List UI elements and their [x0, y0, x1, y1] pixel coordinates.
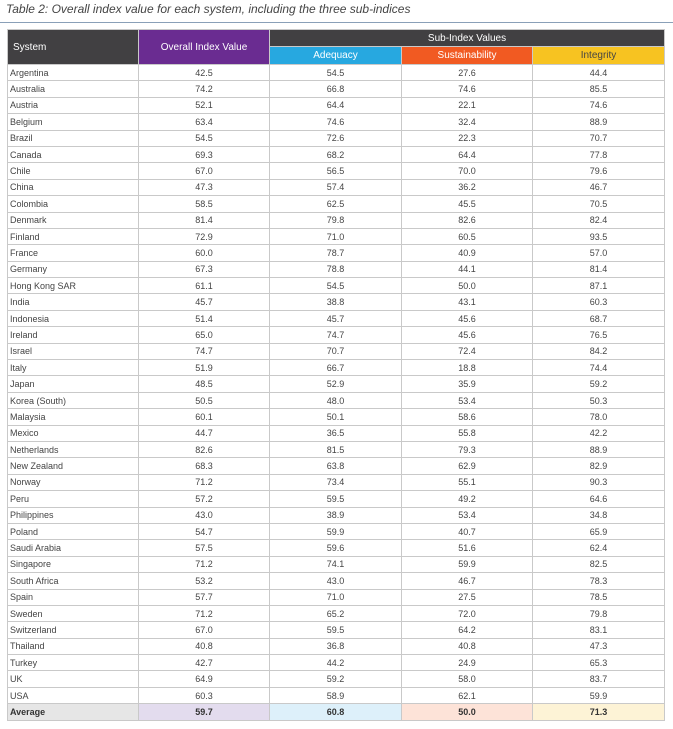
- adequacy-cell: 59.6: [270, 540, 402, 556]
- adequacy-cell: 62.5: [270, 196, 402, 212]
- sustainability-cell: 72.0: [402, 605, 533, 621]
- sustainability-cell: 45.6: [402, 310, 533, 326]
- average-sustainability: 50.0: [402, 704, 533, 721]
- overall-cell: 60.1: [139, 409, 270, 425]
- integrity-cell: 87.1: [533, 278, 665, 294]
- integrity-cell: 82.5: [533, 556, 665, 572]
- sustainability-cell: 45.5: [402, 196, 533, 212]
- overall-cell: 58.5: [139, 196, 270, 212]
- system-cell: Spain: [8, 589, 139, 605]
- table-row: [8, 540, 665, 556]
- table-row: [8, 687, 665, 703]
- adequacy-cell: 45.7: [270, 310, 402, 326]
- overall-cell: 68.3: [139, 458, 270, 474]
- sustainability-cell: 50.0: [402, 278, 533, 294]
- table-row: [8, 65, 665, 81]
- integrity-cell: 82.4: [533, 212, 665, 228]
- sustainability-cell: 53.4: [402, 507, 533, 523]
- sub-index-header: Sub-Index Values: [270, 30, 665, 47]
- integrity-column-header: Integrity: [533, 47, 665, 65]
- sustainability-cell: 79.3: [402, 441, 533, 457]
- table-row: [8, 97, 665, 113]
- sustainability-cell: 64.4: [402, 146, 533, 162]
- table-row: [8, 228, 665, 244]
- overall-cell: 57.2: [139, 491, 270, 507]
- integrity-cell: 79.6: [533, 163, 665, 179]
- overall-cell: 61.1: [139, 278, 270, 294]
- system-cell: Philippines: [8, 507, 139, 523]
- overall-cell: 52.1: [139, 97, 270, 113]
- integrity-cell: 83.1: [533, 622, 665, 638]
- overall-cell: 42.5: [139, 65, 270, 81]
- adequacy-cell: 72.6: [270, 130, 402, 146]
- adequacy-cell: 73.4: [270, 474, 402, 490]
- table-row: [8, 491, 665, 507]
- overall-cell: 71.2: [139, 556, 270, 572]
- system-cell: Denmark: [8, 212, 139, 228]
- sustainability-cell: 40.9: [402, 245, 533, 261]
- sustainability-cell: 27.5: [402, 589, 533, 605]
- system-cell: Italy: [8, 360, 139, 376]
- system-cell: Argentina: [8, 65, 139, 81]
- sustainability-cell: 40.7: [402, 523, 533, 539]
- table-row: [8, 556, 665, 572]
- table-row: [8, 81, 665, 97]
- sustainability-cell: 74.6: [402, 81, 533, 97]
- integrity-cell: 47.3: [533, 638, 665, 654]
- sustainability-cell: 36.2: [402, 179, 533, 195]
- sustainability-cell: 55.8: [402, 425, 533, 441]
- table-row: [8, 425, 665, 441]
- overall-cell: 51.4: [139, 310, 270, 326]
- table-row: [8, 671, 665, 687]
- table-row: [8, 392, 665, 408]
- overall-cell: 54.5: [139, 130, 270, 146]
- integrity-cell: 34.8: [533, 507, 665, 523]
- integrity-cell: 84.2: [533, 343, 665, 359]
- system-cell: Singapore: [8, 556, 139, 572]
- overall-cell: 67.0: [139, 622, 270, 638]
- overall-cell: 42.7: [139, 655, 270, 671]
- adequacy-cell: 43.0: [270, 573, 402, 589]
- adequacy-cell: 44.2: [270, 655, 402, 671]
- system-cell: Colombia: [8, 196, 139, 212]
- table-row: [8, 130, 665, 146]
- overall-cell: 60.3: [139, 687, 270, 703]
- sustainability-cell: 72.4: [402, 343, 533, 359]
- system-cell: Hong Kong SAR: [8, 278, 139, 294]
- sustainability-cell: 18.8: [402, 360, 533, 376]
- overall-cell: 48.5: [139, 376, 270, 392]
- average-integrity: 71.3: [533, 704, 665, 721]
- sustainability-cell: 35.9: [402, 376, 533, 392]
- overall-cell: 47.3: [139, 179, 270, 195]
- adequacy-cell: 50.1: [270, 409, 402, 425]
- adequacy-cell: 79.8: [270, 212, 402, 228]
- sustainability-cell: 60.5: [402, 228, 533, 244]
- overall-cell: 74.2: [139, 81, 270, 97]
- table-row: [8, 622, 665, 638]
- integrity-cell: 59.9: [533, 687, 665, 703]
- system-cell: South Africa: [8, 573, 139, 589]
- adequacy-cell: 54.5: [270, 278, 402, 294]
- table-row: [8, 261, 665, 277]
- integrity-cell: 88.9: [533, 114, 665, 130]
- sustainability-cell: 59.9: [402, 556, 533, 572]
- average-adequacy: 60.8: [270, 704, 402, 721]
- table-row: [8, 294, 665, 310]
- overall-cell: 51.9: [139, 360, 270, 376]
- overall-cell: 71.2: [139, 605, 270, 621]
- adequacy-column-header: Adequacy: [270, 47, 402, 65]
- adequacy-cell: 64.4: [270, 97, 402, 113]
- integrity-cell: 79.8: [533, 605, 665, 621]
- adequacy-cell: 38.8: [270, 294, 402, 310]
- sustainability-cell: 62.9: [402, 458, 533, 474]
- table-row: [8, 458, 665, 474]
- overall-cell: 44.7: [139, 425, 270, 441]
- average-row: [8, 704, 665, 721]
- system-cell: Japan: [8, 376, 139, 392]
- overall-cell: 57.7: [139, 589, 270, 605]
- sustainability-cell: 32.4: [402, 114, 533, 130]
- adequacy-cell: 54.5: [270, 65, 402, 81]
- system-cell: Canada: [8, 146, 139, 162]
- integrity-cell: 88.9: [533, 441, 665, 457]
- integrity-cell: 85.5: [533, 81, 665, 97]
- system-cell: Thailand: [8, 638, 139, 654]
- integrity-cell: 65.3: [533, 655, 665, 671]
- integrity-cell: 81.4: [533, 261, 665, 277]
- system-cell: Finland: [8, 228, 139, 244]
- table-row: [8, 327, 665, 343]
- adequacy-cell: 56.5: [270, 163, 402, 179]
- adequacy-cell: 70.7: [270, 343, 402, 359]
- integrity-cell: 62.4: [533, 540, 665, 556]
- overall-cell: 74.7: [139, 343, 270, 359]
- average-label: Average: [8, 704, 139, 721]
- table-row: [8, 589, 665, 605]
- overall-cell: 43.0: [139, 507, 270, 523]
- adequacy-cell: 59.5: [270, 622, 402, 638]
- integrity-cell: 83.7: [533, 671, 665, 687]
- integrity-cell: 93.5: [533, 228, 665, 244]
- adequacy-cell: 58.9: [270, 687, 402, 703]
- system-cell: Germany: [8, 261, 139, 277]
- sustainability-cell: 55.1: [402, 474, 533, 490]
- table-body: [8, 65, 665, 704]
- integrity-cell: 57.0: [533, 245, 665, 261]
- overall-column-header: Overall Index Value: [139, 30, 270, 65]
- table-row: [8, 573, 665, 589]
- table-row: [8, 638, 665, 654]
- adequacy-cell: 66.7: [270, 360, 402, 376]
- system-cell: Poland: [8, 523, 139, 539]
- table-row: [8, 655, 665, 671]
- table-row: [8, 212, 665, 228]
- overall-cell: 64.9: [139, 671, 270, 687]
- adequacy-cell: 74.6: [270, 114, 402, 130]
- overall-cell: 60.0: [139, 245, 270, 261]
- overall-cell: 72.9: [139, 228, 270, 244]
- adequacy-cell: 59.2: [270, 671, 402, 687]
- system-cell: India: [8, 294, 139, 310]
- table-caption: Table 2: Overall index value for each system, including the three sub-indices: [6, 2, 411, 16]
- overall-cell: 81.4: [139, 212, 270, 228]
- adequacy-cell: 78.8: [270, 261, 402, 277]
- adequacy-cell: 57.4: [270, 179, 402, 195]
- overall-cell: 71.2: [139, 474, 270, 490]
- system-cell: Turkey: [8, 655, 139, 671]
- adequacy-cell: 74.7: [270, 327, 402, 343]
- sustainability-cell: 82.6: [402, 212, 533, 228]
- table-row: [8, 474, 665, 490]
- integrity-cell: 50.3: [533, 392, 665, 408]
- table-row: [8, 245, 665, 261]
- overall-cell: 69.3: [139, 146, 270, 162]
- system-cell: Ireland: [8, 327, 139, 343]
- sustainability-column-header: Sustainability: [402, 47, 533, 65]
- average-overall: 59.7: [139, 704, 270, 721]
- system-cell: Saudi Arabia: [8, 540, 139, 556]
- overall-cell: 63.4: [139, 114, 270, 130]
- adequacy-cell: 68.2: [270, 146, 402, 162]
- sustainability-cell: 22.3: [402, 130, 533, 146]
- table-row: [8, 360, 665, 376]
- integrity-cell: 42.2: [533, 425, 665, 441]
- adequacy-cell: 36.5: [270, 425, 402, 441]
- index-table: [7, 29, 665, 721]
- adequacy-cell: 36.8: [270, 638, 402, 654]
- system-cell: UK: [8, 671, 139, 687]
- overall-cell: 65.0: [139, 327, 270, 343]
- system-cell: Mexico: [8, 425, 139, 441]
- adequacy-cell: 59.9: [270, 523, 402, 539]
- adequacy-cell: 78.7: [270, 245, 402, 261]
- integrity-cell: 78.0: [533, 409, 665, 425]
- sustainability-cell: 58.0: [402, 671, 533, 687]
- system-cell: Sweden: [8, 605, 139, 621]
- sustainability-cell: 62.1: [402, 687, 533, 703]
- table-row: [8, 507, 665, 523]
- system-column-header: System: [8, 30, 139, 65]
- adequacy-cell: 48.0: [270, 392, 402, 408]
- adequacy-cell: 66.8: [270, 81, 402, 97]
- sustainability-cell: 51.6: [402, 540, 533, 556]
- overall-cell: 50.5: [139, 392, 270, 408]
- table-row: [8, 146, 665, 162]
- table-row: [8, 441, 665, 457]
- system-cell: France: [8, 245, 139, 261]
- integrity-cell: 78.5: [533, 589, 665, 605]
- table-row: [8, 343, 665, 359]
- overall-cell: 67.0: [139, 163, 270, 179]
- integrity-cell: 46.7: [533, 179, 665, 195]
- integrity-cell: 82.9: [533, 458, 665, 474]
- table-row: [8, 409, 665, 425]
- system-cell: Peru: [8, 491, 139, 507]
- integrity-cell: 70.5: [533, 196, 665, 212]
- system-cell: Austria: [8, 97, 139, 113]
- table-row: [8, 278, 665, 294]
- table-row: [8, 605, 665, 621]
- sustainability-cell: 44.1: [402, 261, 533, 277]
- integrity-cell: 60.3: [533, 294, 665, 310]
- integrity-cell: 59.2: [533, 376, 665, 392]
- system-cell: Chile: [8, 163, 139, 179]
- adequacy-cell: 71.0: [270, 589, 402, 605]
- integrity-cell: 76.5: [533, 327, 665, 343]
- table-row: [8, 376, 665, 392]
- system-cell: Norway: [8, 474, 139, 490]
- system-cell: Israel: [8, 343, 139, 359]
- overall-cell: 45.7: [139, 294, 270, 310]
- system-cell: Netherlands: [8, 441, 139, 457]
- overall-cell: 40.8: [139, 638, 270, 654]
- integrity-cell: 68.7: [533, 310, 665, 326]
- sustainability-cell: 49.2: [402, 491, 533, 507]
- overall-cell: 57.5: [139, 540, 270, 556]
- sustainability-cell: 70.0: [402, 163, 533, 179]
- adequacy-cell: 52.9: [270, 376, 402, 392]
- integrity-cell: 74.6: [533, 97, 665, 113]
- caption-divider: [0, 22, 673, 23]
- adequacy-cell: 38.9: [270, 507, 402, 523]
- integrity-cell: 65.9: [533, 523, 665, 539]
- adequacy-cell: 71.0: [270, 228, 402, 244]
- overall-cell: 53.2: [139, 573, 270, 589]
- table-row: [8, 523, 665, 539]
- table-row: [8, 196, 665, 212]
- adequacy-cell: 81.5: [270, 441, 402, 457]
- system-cell: Malaysia: [8, 409, 139, 425]
- table-row: [8, 114, 665, 130]
- adequacy-cell: 63.8: [270, 458, 402, 474]
- overall-cell: 67.3: [139, 261, 270, 277]
- system-cell: China: [8, 179, 139, 195]
- adequacy-cell: 65.2: [270, 605, 402, 621]
- table-row: [8, 310, 665, 326]
- sustainability-cell: 53.4: [402, 392, 533, 408]
- integrity-cell: 44.4: [533, 65, 665, 81]
- system-cell: Korea (South): [8, 392, 139, 408]
- sustainability-cell: 40.8: [402, 638, 533, 654]
- sustainability-cell: 58.6: [402, 409, 533, 425]
- table-row: [8, 179, 665, 195]
- integrity-cell: 78.3: [533, 573, 665, 589]
- system-cell: Belgium: [8, 114, 139, 130]
- sustainability-cell: 27.6: [402, 65, 533, 81]
- system-cell: Switzerland: [8, 622, 139, 638]
- sustainability-cell: 46.7: [402, 573, 533, 589]
- overall-cell: 82.6: [139, 441, 270, 457]
- adequacy-cell: 59.5: [270, 491, 402, 507]
- system-cell: Indonesia: [8, 310, 139, 326]
- adequacy-cell: 74.1: [270, 556, 402, 572]
- sustainability-cell: 45.6: [402, 327, 533, 343]
- system-cell: New Zealand: [8, 458, 139, 474]
- overall-cell: 54.7: [139, 523, 270, 539]
- table-row: [8, 163, 665, 179]
- system-cell: Brazil: [8, 130, 139, 146]
- sustainability-cell: 43.1: [402, 294, 533, 310]
- integrity-cell: 90.3: [533, 474, 665, 490]
- integrity-cell: 70.7: [533, 130, 665, 146]
- sustainability-cell: 22.1: [402, 97, 533, 113]
- sustainability-cell: 64.2: [402, 622, 533, 638]
- system-cell: USA: [8, 687, 139, 703]
- integrity-cell: 74.4: [533, 360, 665, 376]
- integrity-cell: 64.6: [533, 491, 665, 507]
- system-cell: Australia: [8, 81, 139, 97]
- sustainability-cell: 24.9: [402, 655, 533, 671]
- integrity-cell: 77.8: [533, 146, 665, 162]
